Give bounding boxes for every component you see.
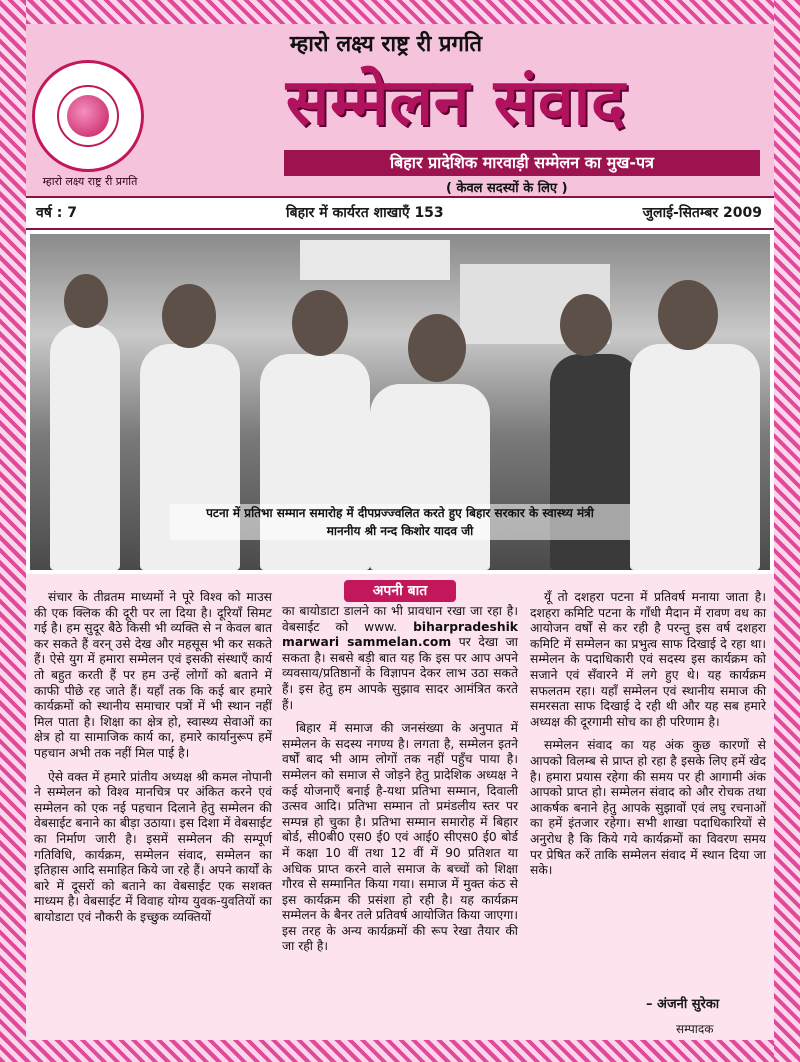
photo-person [370,384,490,570]
paragraph [282,604,518,713]
column-2 [282,604,518,963]
photo-person [630,344,760,570]
editorial-section [26,574,774,1040]
event-photo [30,234,770,570]
paragraph: संचार के तीव्रतम माध्यमों ने पूरे विश्व को माउस की एक क्लिक की दूरी पर ला दिया है। दूरियाँ सिमट गई है। हम सुदूर बैठे किसी भी व्यक्ति से न केवल बात कर सकते हैं वरन् उसे देख और महसूस भी कर सकते हैं। ऐसे युग में हमारा सम्मेलन एवं इसकी संस्थाएँ कार्य तो बहुत करती हैं पर हम उन्हें लोगों को बताने में काफी पीछे रह जाते हैं। यहाँ तक कि कई बार हमारे कार्यक्रमों को स्थानीय समाचार पत्रों में भी स्थान नहीं मिल पाता है। शिक्षा का क्षेत्र हो, स्वास्थ्य सेवाओं का क्षेत्र हो या सामाजिक कार्य का, हमारे कार्यानुरूप हमें पहचान अभी तक नहीं मिल पाई है। [34,590,272,760]
column-3 [530,590,766,887]
photo-head [560,294,612,356]
caption-line-1: पटना में प्रतिभा सम्मान समारोह में दीपप्रज्ज्वलित करते हुए बिहार सरकार के स्वास्थ्य मंत्री [206,506,594,520]
editorial-heading: अपनी बात [344,580,456,602]
page-border-top [0,0,800,24]
paragraph: ऐसे वक्त में हमारे प्रांतीय अध्यक्ष श्री कमल नोपानी ने सम्मेलन को विश्व मानचित्र पर अंकित करने एवं सम्मेलन को एक नई पहचान दिलाने हेतु सम्मेलन की वेबसाईट बनाने का बीड़ा उठाया। इस दिशा में वेबसाईट का निर्माण जारी है। इसमें सम्मेलन की सम्पूर्ण गतिविधि, कार्यक्रम, सम्मेलन संवाद, सम्मेलन का इतिहास आदि समाहित किये जा रहे हैं। अपने कार्यों के बारे में दूसरों को बताने का वेबसाईट एक सशक्त माध्यम है। वेबसाईट में विवाह योग्य युवक-युवतियों का बायोडाटा एवं नौकरी के इच्छुक व्यक्तियों [34,769,272,924]
paragraph: यूँ तो दशहरा पटना में प्रतिवर्ष मनाया जाता है। दशहरा कमिटि पटना के गाँधी मैदान में रावण वध का आयोजन वर्षों से कर रही है परन्तु इस वर्ष दशहरा कमिटि में सम्मेलन का प्रभुत्व साफ दिखाई दे रहा था। सम्मेलन के पदाधिकारी एवं सदस्य इस कार्यक्रम को सजाने एवं सँवारने में लगे हुए थे। यह कार्यक्रम सफलतम रहा। यहाँ सम्मेलन एवं स्थानीय समाज की समरसता साफ दिखाई दे रही थी और यह सब हमारे अध्यक्ष की दूरगामी सोच का ही परिणाम है। [530,590,766,729]
page-border-bottom [0,1040,800,1062]
photo-head [658,280,718,350]
issue-date: जुलाई-सितम्बर 2009 [642,205,762,221]
sammelan-logo [32,60,144,172]
website-url: biharpradeshik marwari sammelan.com [282,619,518,650]
page-border-left [0,0,26,1062]
photo-caption [170,504,630,540]
page-border-right [774,0,800,1062]
issue-info-bar [26,196,774,230]
paragraph-text: पर देखा जा सकता है। सबसे बड़ी बात यह कि इस पर आप अपने व्यवसाय/प्रतिष्ठानों के विज्ञापन देकर लाभ उठा सकते हैं। इस हेतु हम आपके सुझाव सादर आमंत्रित करते हैं। [282,635,518,712]
newsletter-title: सम्मेलन संवाद [285,65,627,140]
caption-line-2: माननीय श्री नन्द किशोर यादव जी [326,524,474,538]
photo-head [162,284,216,348]
paragraph: सम्मेलन संवाद का यह अंक कुछ कारणों से आपको विलम्ब से प्राप्त हो रहा है इसके लिए हमें खेद है। हमारा प्रयास रहेगा की समय पर ही आगामी अंक आपको प्राप्त हो। सम्मेलन संवाद को और रोचक तथा आकर्षक बनाने हेतु आपके सुझावों एवं लघु रचनाओं का हमें इंतजार रहेगा। सभी शाखा पदाधिकारियों से अनुरोध है कि किये गये कार्यक्रमों का विवरण समय पर प्रेषित करें ताकि सम्मेलन संवाद में स्थान दिया जा सके। [530,738,766,878]
photo-person [50,324,120,570]
photo-head [408,314,466,382]
author-signature: – अंजनी सुरेका [646,997,720,1012]
masthead [26,24,774,196]
volume-number: वर्ष : 7 [36,205,77,221]
paragraph-text: का बायोडाटा डालने का भी प्रावधान रखा जा रहा है। वेबसाईट को www. [282,604,518,634]
photo-head [64,274,108,328]
newsletter-subtitle: बिहार प्रादेशिक मारवाड़ी सम्मेलन का मुख-पत्र [284,150,760,176]
photo-banner [300,240,450,280]
logo-caption: म्हारो लक्ष्य राष्ट्र री प्रगति [42,175,138,188]
paragraph: बिहार में समाज की जनसंख्या के अनुपात में सम्मेलन के सदस्य नगण्य है। लगता है, सम्मेलन इतने वर्षों बाद भी आम लोगों तक नहीं पहुँच पाया है। सम्मेलन को समाज से जोड़ने हेतु प्रादेशिक अध्यक्ष ने कई योजनाएँ बनाई है-यथा प्रतिभा सम्मान, दिवाली उत्सव आदि। प्रतिभा सम्मान तो प्रमंडलीय स्तर पर सम्पन्न हो चुका है। प्रतिभा सम्मान समारोह में बिहार बोर्ड, सी0बी0 एस0 ई0 एवं आई0 सीएस0 ई0 बोर्ड में कक्षा 10 वीं तथा 12 वीं में 90 प्रतिशत या अधिक प्राप्त करने वाले समाज के बच्चों को शिक्षा गौरव से सम्मानित किया गया। समाज में मुक्त कंठ से इस कार्यक्रम की प्रसंशा हो रही है। यह कार्यक्रम सम्मेलन के बैनर तले प्रतिवर्ष आयोजित किया जाएगा। इस तरह के अन्य कार्यक्रमों की रूप रेखा तैयार की जा रही है। [282,721,518,954]
slogan: म्हारो लक्ष्य राष्ट्र री प्रगति [289,31,483,57]
photo-head [292,290,348,356]
editor-title: सम्पादक [676,1022,714,1036]
column-1 [34,590,272,933]
members-only-note: ( केवल सदस्यों के लिए ) [446,181,568,196]
globe-icon [67,95,109,137]
newsletter-page [26,24,774,1040]
branch-count: बिहार में कार्यरत शाखाएँ 153 [286,205,444,221]
